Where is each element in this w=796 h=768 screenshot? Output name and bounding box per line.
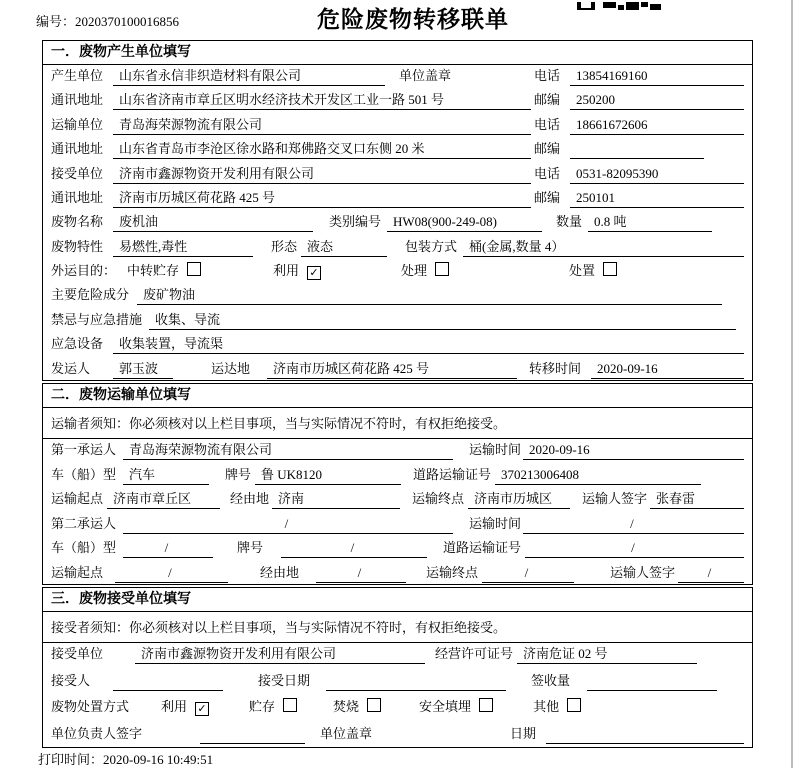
section1-title: 一．废物产生单位填写 [43, 41, 752, 65]
disposal-option [161, 696, 209, 715]
table-row [43, 211, 752, 235]
disposal-option [419, 696, 493, 715]
produce-unit-label: 产生单位 [51, 68, 104, 83]
vehicle-type-label: 车（船）型 [51, 540, 117, 556]
table-row [43, 309, 752, 333]
table-row [43, 358, 752, 382]
date-label: 日期 [510, 725, 537, 741]
receive-unit-field[interactable]: 济南市鑫源物资开发利用有限公司 [113, 163, 531, 184]
page-title: 危险废物转移联单 [317, 7, 509, 32]
treat-checkbox[interactable] [435, 262, 449, 276]
checkbox-label: 其他 [533, 699, 560, 714]
transfer-time-field[interactable]: 2020-09-16 [591, 361, 744, 379]
transport-unit-field[interactable]: 青岛海荣源物流有限公司 [113, 114, 531, 135]
form-field[interactable]: 液态 [301, 236, 387, 257]
zip-label: 邮编 [534, 141, 561, 157]
road-permit2-field[interactable]: / [525, 540, 744, 558]
receive-unit-label: 接受单位 [51, 646, 104, 661]
receiver-notice: 接受者须知：你必须核对以上栏目事项，当与实际情况不符时，有权拒绝接受。 [43, 612, 752, 643]
table-row [43, 562, 752, 587]
second-carrier-label: 第二承运人 [51, 515, 117, 531]
table-row [43, 696, 752, 723]
producer-zip-field[interactable]: 250200 [570, 92, 744, 110]
shipper-field[interactable]: 郭玉波 [113, 358, 173, 379]
transport-time2-field[interactable]: / [523, 516, 744, 534]
utilize-checkbox[interactable]: ✓ [307, 266, 321, 280]
unit-head-sign-label: 单位负责人签字 [51, 725, 143, 741]
endpoint-label: 运输终点 [412, 491, 465, 507]
origin2-field[interactable]: / [115, 565, 228, 583]
origin-label: 运输起点 [51, 564, 104, 580]
vehicle-type2-field[interactable]: / [123, 540, 213, 558]
purpose-option [401, 260, 449, 279]
transport-unit-label: 运输单位 [51, 116, 104, 132]
address-label: 通讯地址 [51, 92, 104, 108]
transporter-zip-field[interactable] [570, 141, 704, 159]
plate-label: 牌号 [225, 466, 252, 482]
destination-label: 运达地 [211, 360, 251, 376]
zip-label: 邮编 [534, 189, 561, 205]
equipment-field[interactable]: 收集装置，导流渠 [113, 333, 744, 354]
equipment-label: 应急设备 [51, 336, 104, 352]
first-carrier-field[interactable]: 青岛海荣源物流有限公司 [123, 439, 453, 460]
transporter-sign-label: 运输人签字 [582, 491, 648, 507]
transfer-time-label: 转移时间 [529, 360, 582, 376]
receiver-zip-field[interactable]: 250101 [570, 190, 744, 208]
table-row [43, 284, 752, 308]
category-label: 类别编号 [329, 214, 382, 230]
receive-date-field[interactable] [326, 673, 506, 691]
plate-field[interactable]: 鲁 UK8120 [255, 464, 401, 485]
license-label: 经营许可证号 [435, 646, 514, 661]
table-row [43, 464, 752, 489]
disposal-option [333, 696, 381, 715]
qr-code-fragment [577, 0, 661, 10]
disposal-option [249, 696, 297, 715]
serial-number: 2020370100016856 [75, 14, 180, 29]
landfill-checkbox[interactable] [479, 698, 493, 712]
address-label: 通讯地址 [51, 189, 104, 205]
vehicle-type-field[interactable]: 汽车 [123, 464, 209, 485]
checkbox-label: 处理 [401, 263, 428, 278]
destination-field[interactable]: 济南市历城区荷花路 425 号 [267, 358, 517, 379]
table-row [43, 65, 752, 89]
second-carrier-field[interactable]: / [123, 516, 453, 534]
origin-field[interactable]: 济南市章丘区 [107, 488, 220, 509]
receive-unit-label: 接受单位 [51, 165, 104, 181]
page-edge-line [791, 0, 793, 768]
unit-head-sign-field[interactable] [200, 726, 305, 744]
checkbox-label: 贮存 [249, 699, 276, 714]
waste-name-field[interactable]: 废机油 [113, 211, 313, 232]
package-field[interactable]: 桶(金属,数量 4） [463, 236, 744, 257]
receive-date-label: 接受日期 [258, 672, 311, 688]
dispose-checkbox[interactable] [603, 262, 617, 276]
table-row [43, 236, 752, 260]
transport-time-label: 运输时间 [469, 515, 522, 531]
phone-label: 电话 [534, 68, 561, 83]
transporter-phone-field[interactable]: 18661672606 [570, 117, 744, 135]
disposal-method-label: 废物处置方式 [51, 699, 130, 714]
receiver-address-field[interactable]: 济南市历城区荷花路 425 号 [113, 187, 531, 208]
section-transporter [42, 383, 753, 585]
receiver-person-label: 接受人 [51, 672, 91, 688]
phone-label: 电话 [534, 165, 561, 181]
form-label: 形态 [271, 238, 298, 254]
phone-label: 电话 [534, 116, 561, 132]
producer-address-field[interactable]: 山东省济南市章丘区明水经济技术开发区工业一路 501 号 [113, 89, 531, 110]
purpose-option [127, 260, 201, 279]
transporter-notice: 运输者须知：你必须核对以上栏目事项，当与实际情况不符时，有权拒绝接受。 [43, 408, 752, 439]
checkbox-label: 利用 [161, 699, 188, 714]
category-field[interactable]: HW08(900-249-08) [387, 214, 542, 232]
plate2-field[interactable]: / [281, 540, 427, 558]
license-field[interactable]: 济南危证 02 号 [517, 643, 697, 664]
via2-field[interactable]: / [316, 565, 406, 583]
received-amount-field[interactable] [587, 673, 717, 691]
table-row [43, 670, 752, 697]
unit-seal-label: 单位盖章 [320, 725, 373, 741]
checkbox-label: 处置 [569, 263, 596, 278]
print-time-label: 打印时间： [38, 752, 104, 767]
table-row [43, 643, 752, 670]
checkbox-label: 焚烧 [333, 699, 360, 714]
table-row [43, 89, 752, 113]
first-carrier-label: 第一承运人 [51, 442, 117, 457]
disposal-option [533, 696, 581, 715]
purpose-option [569, 260, 617, 279]
endpoint2-field[interactable]: / [482, 565, 574, 583]
zip-label: 邮编 [534, 92, 561, 108]
table-row [43, 187, 752, 211]
table-row [43, 138, 752, 162]
traits-label: 废物特性 [51, 238, 104, 254]
table-row [43, 163, 752, 187]
hazard-label: 主要危险成分 [51, 287, 130, 303]
transporter-sign-field[interactable]: 张春雷 [650, 488, 744, 509]
address-label: 通讯地址 [51, 141, 104, 157]
traits-field[interactable]: 易燃性,毒性 [113, 236, 253, 257]
road-permit-label: 道路运输证号 [413, 466, 492, 482]
transporter-sign-label: 运输人签字 [610, 564, 676, 580]
table-row [43, 488, 752, 513]
endpoint-label: 运输终点 [426, 564, 479, 580]
incinerate-checkbox[interactable] [367, 698, 381, 712]
hazard-field[interactable]: 废矿物油 [137, 284, 722, 305]
transporter-address-field[interactable]: 山东省青岛市李沧区徐水路和郑佛路交叉口东侧 20 米 [113, 138, 531, 159]
section3-title: 三．废物接受单位填写 [43, 588, 752, 612]
unit-seal-label: 单位盖章 [399, 68, 452, 83]
purpose-label: 外运目的： [51, 263, 117, 278]
utilize-checkbox[interactable]: ✓ [195, 702, 209, 716]
via-field[interactable]: 济南 [272, 488, 400, 509]
shipper-label: 发运人 [51, 360, 91, 376]
quantity-field[interactable]: 0.8 吨 [588, 211, 712, 232]
other-checkbox[interactable] [567, 698, 581, 712]
table-row [43, 333, 752, 357]
received-amount-label: 签收量 [531, 672, 571, 688]
emergency-field[interactable]: 收集、导流 [149, 309, 736, 330]
receiver-person-field[interactable] [113, 673, 223, 691]
section-receiver [42, 587, 753, 748]
section-producer [42, 40, 753, 381]
purpose-option [273, 260, 321, 279]
quantity-label: 数量 [556, 214, 583, 230]
plate-label: 牌号 [237, 540, 264, 556]
vehicle-type-label: 车（船）型 [51, 466, 117, 482]
origin-label: 运输起点 [51, 491, 104, 507]
table-row [43, 723, 752, 750]
transfer-storage-checkbox[interactable] [187, 262, 201, 276]
via-label: 经由地 [230, 491, 270, 507]
print-time-line [38, 749, 213, 768]
receiver-phone-field[interactable]: 0531-82095390 [570, 166, 744, 184]
emergency-label: 禁忌与应急措施 [51, 311, 143, 327]
checkbox-label: 安全填埋 [419, 699, 472, 714]
producer-phone-field[interactable]: 13854169160 [570, 68, 744, 86]
table-row [43, 114, 752, 138]
road-permit-label: 道路运输证号 [443, 540, 522, 556]
table-row [43, 260, 752, 284]
table-row [43, 439, 752, 464]
endpoint-field[interactable]: 济南市历城区 [468, 488, 570, 509]
transport-time-field[interactable]: 2020-09-16 [523, 442, 744, 460]
produce-unit-field[interactable]: 山东省永信非织造材料有限公司 [113, 65, 385, 86]
via-label: 经由地 [260, 564, 300, 580]
table-row [43, 537, 752, 562]
package-label: 包装方式 [405, 238, 458, 254]
transport-time-label: 运输时间 [469, 442, 522, 457]
checkbox-label: 中转贮存 [127, 263, 180, 278]
serial-label: 编号： [36, 14, 76, 29]
print-time-value: 2020-09-16 10:49:51 [103, 752, 214, 767]
road-permit-field[interactable]: 370213006408 [495, 467, 701, 485]
section2-title: 二．废物运输单位填写 [43, 384, 752, 408]
table-row [43, 513, 752, 538]
store-checkbox[interactable] [283, 698, 297, 712]
waste-name-label: 废物名称 [51, 214, 104, 230]
receive-unit-field[interactable]: 济南市鑫源物资开发利用有限公司 [135, 643, 425, 664]
transporter-sign2-field[interactable]: / [678, 565, 744, 583]
date-field[interactable] [546, 726, 744, 744]
checkbox-label: 利用 [273, 263, 300, 278]
